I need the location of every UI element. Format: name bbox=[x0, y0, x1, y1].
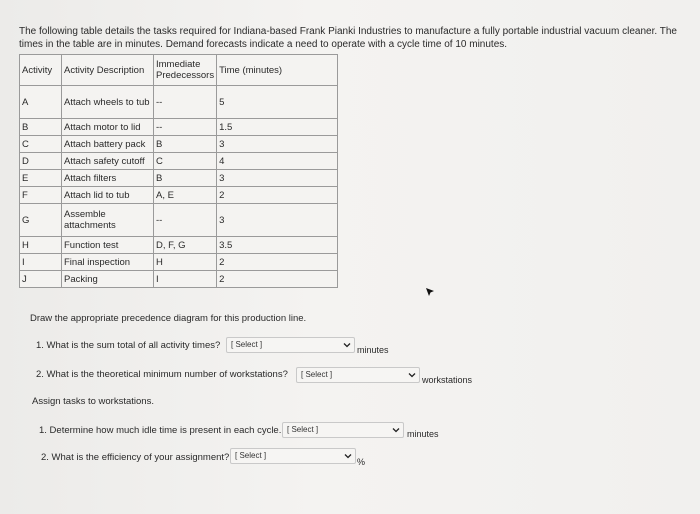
table-row bbox=[20, 204, 338, 237]
cell-activity: B bbox=[20, 119, 62, 136]
table-header-row bbox=[20, 55, 338, 86]
table-row bbox=[20, 170, 338, 187]
table-row bbox=[20, 86, 338, 119]
cell-activity: I bbox=[20, 254, 62, 271]
min-workstations-select-value: [ Select ] bbox=[301, 370, 333, 379]
question-idle-time: 1. Determine how much idle time is present in each cycle. bbox=[39, 425, 282, 436]
cell-activity: E bbox=[20, 170, 62, 187]
cell-description: Function test bbox=[62, 237, 154, 254]
header-predecessors: Immediate Predecessors bbox=[154, 55, 217, 86]
cell-activity: F bbox=[20, 187, 62, 204]
cell-time: 3 bbox=[217, 204, 338, 237]
cell-time: 2 bbox=[217, 187, 338, 204]
cell-predecessors: H bbox=[154, 254, 217, 271]
cell-time: 2 bbox=[217, 271, 338, 288]
sum-times-select[interactable] bbox=[226, 337, 355, 353]
question-efficiency: 2. What is the efficiency of your assignment? bbox=[41, 452, 230, 463]
cell-time: 2 bbox=[217, 254, 338, 271]
table-row bbox=[20, 271, 338, 288]
table-row bbox=[20, 153, 338, 170]
mouse-cursor-icon bbox=[425, 287, 435, 297]
cell-predecessors: -- bbox=[154, 119, 217, 136]
sum-times-unit: minutes bbox=[357, 345, 389, 355]
cell-predecessors: B bbox=[154, 136, 217, 153]
cell-predecessors: B bbox=[154, 170, 217, 187]
cell-predecessors: -- bbox=[154, 204, 217, 237]
table-row bbox=[20, 237, 338, 254]
cell-predecessors: D, F, G bbox=[154, 237, 217, 254]
cell-description: Attach safety cutoff bbox=[62, 153, 154, 170]
cell-description: Attach wheels to tub bbox=[62, 86, 154, 119]
table-row bbox=[20, 136, 338, 153]
cell-description: Final inspection bbox=[62, 254, 154, 271]
assign-instruction: Assign tasks to workstations. bbox=[32, 396, 154, 407]
cell-description: Attach motor to lid bbox=[62, 119, 154, 136]
cell-description: Attach filters bbox=[62, 170, 154, 187]
cell-time: 1.5 bbox=[217, 119, 338, 136]
idle-time-select[interactable] bbox=[282, 422, 404, 438]
cell-description: Packing bbox=[62, 271, 154, 288]
cell-time: 3 bbox=[217, 136, 338, 153]
cell-time: 4 bbox=[217, 153, 338, 170]
cell-predecessors: C bbox=[154, 153, 217, 170]
question-sum-times: 1. What is the sum total of all activity times? bbox=[36, 340, 221, 351]
header-activity: Activity bbox=[20, 55, 62, 86]
cell-predecessors: -- bbox=[154, 86, 217, 119]
cell-time: 3.5 bbox=[217, 237, 338, 254]
chevron-down-icon bbox=[392, 426, 400, 434]
cell-description: Assemble attachments bbox=[62, 204, 154, 237]
question-min-workstations: 2. What is the theoretical minimum number of workstations? bbox=[36, 369, 288, 380]
cell-predecessors: A, E bbox=[154, 187, 217, 204]
chevron-down-icon bbox=[343, 341, 351, 349]
chevron-down-icon bbox=[344, 452, 352, 460]
efficiency-unit: % bbox=[357, 457, 366, 467]
efficiency-select-value: [ Select ] bbox=[235, 451, 267, 460]
cell-activity: J bbox=[20, 271, 62, 288]
idle-time-select-value: [ Select ] bbox=[287, 425, 319, 434]
table-row bbox=[20, 119, 338, 136]
cell-activity: D bbox=[20, 153, 62, 170]
cell-activity: C bbox=[20, 136, 62, 153]
cell-activity: G bbox=[20, 204, 62, 237]
chevron-down-icon bbox=[408, 371, 416, 379]
table-row bbox=[20, 187, 338, 204]
problem-intro: The following table details the tasks required for Indiana-based Frank Pianki Industries to manufacture a fully portable industrial vacuum cleaner. The times in the table are in minutes. Demand forecasts indicate a need to operate with a cycle time of 10 minutes. bbox=[19, 26, 677, 50]
header-time: Time (minutes) bbox=[217, 55, 338, 86]
idle-time-unit: minutes bbox=[407, 429, 439, 439]
cell-predecessors: I bbox=[154, 271, 217, 288]
cell-description: Attach battery pack bbox=[62, 136, 154, 153]
min-workstations-unit: workstations bbox=[422, 375, 473, 385]
sum-times-select-value: [ Select ] bbox=[231, 340, 263, 349]
efficiency-select[interactable] bbox=[230, 448, 356, 464]
task-table bbox=[19, 54, 338, 288]
cell-activity: H bbox=[20, 237, 62, 254]
cell-time: 3 bbox=[217, 170, 338, 187]
header-description: Activity Description bbox=[62, 55, 154, 86]
cell-time: 5 bbox=[217, 86, 338, 119]
cell-activity: A bbox=[20, 86, 62, 119]
precedence-instruction: Draw the appropriate precedence diagram for this production line. bbox=[30, 313, 307, 324]
min-workstations-select[interactable] bbox=[296, 367, 420, 383]
cell-description: Attach lid to tub bbox=[62, 187, 154, 204]
table-row bbox=[20, 254, 338, 271]
